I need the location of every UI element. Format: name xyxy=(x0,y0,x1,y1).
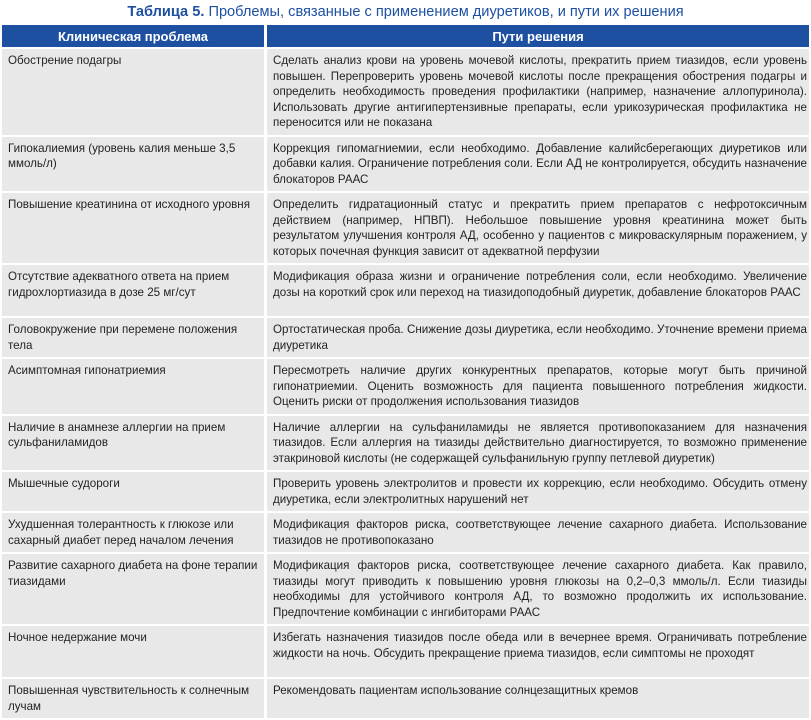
table-row xyxy=(2,513,809,554)
table-row xyxy=(2,472,809,513)
solution-cell: Модификация факторов риска, соответствующее лечение сахарного диабета. Использование тиазидов не противопоказано xyxy=(267,513,809,554)
table-caption xyxy=(0,3,811,21)
solution-cell: Модификация факторов риска, соответствующее лечение сахарного диабета. Как правило, тиазиды могут приводить к повышению уровня глюкозы на 0,2–0,3 ммоль/л. Если тиазиды необходимы для устойчивого контроля АД, то возможно продолжить их использование. Предпочтение комбинации с ингибиторами РААС xyxy=(267,554,809,626)
problem-cell: Отсутствие адекватного ответа на прием гидрохлортиазида в дозе 25 мг/сут xyxy=(2,265,267,318)
table-row xyxy=(2,49,809,137)
solution-cell: Модификация образа жизни и ограничение потребления соли, если необходимо. Увеличение дозы на короткий срок или переход на тиазидоподобный диуретик, добавление блокаторов РААС xyxy=(267,265,809,318)
problem-cell: Ухудшенная толерантность к глюкозе или сахарный диабет перед началом лечения xyxy=(2,513,267,554)
problem-cell: Головокружение при перемене положения тела xyxy=(2,318,267,359)
solution-cell: Ортостатическая проба. Снижение дозы диуретика, если необходимо. Уточнение времени приема диуретика xyxy=(267,318,809,359)
problem-cell: Мышечные судороги xyxy=(2,472,267,513)
header-clinical-problem: Клиническая проблема xyxy=(2,25,267,49)
table-row xyxy=(2,554,809,626)
problem-cell: Гипокалиемия (уровень калия меньше 3,5 ммоль/л) xyxy=(2,137,267,194)
solution-cell: Рекомендовать пациентам использование солнцезащитных кремов xyxy=(267,679,809,720)
problem-cell: Развитие сахарного диабета на фоне терапии тиазидами xyxy=(2,554,267,626)
table-row xyxy=(2,318,809,359)
problem-cell: Повышенная чувствительность к солнечным лучам xyxy=(2,679,267,720)
table-caption-text: Проблемы, связанные с применением диуретиков, и пути их решения xyxy=(208,4,684,20)
problem-cell: Ночное недержание мочи xyxy=(2,626,267,679)
table-row xyxy=(2,359,809,416)
solution-cell: Избегать назначения тиазидов после обеда или в вечернее время. Ограничивать потребление жидкости на ночь. Обсудить прекращение приема тиазидов, если симптомы не проходят xyxy=(267,626,809,679)
solution-cell: Пересмотреть наличие других конкурентных препаратов, которые могут быть причиной гипонатриемии. Оценить возможность для пациента повышенного потребления жидкости. Оценить риски от продолжения использования тиазидов xyxy=(267,359,809,416)
table-row xyxy=(2,137,809,194)
solution-cell: Коррекция гипомагниемии, если необходимо. Добавление калийсберегающих диуретиков или добавки калия. Ограничение потребления соли. Если АД не контролируется, обсудить назначение блокаторов РААС xyxy=(267,137,809,194)
table-row xyxy=(2,626,809,679)
table-row xyxy=(2,193,809,265)
diuretics-problems-table xyxy=(2,25,809,720)
table-row xyxy=(2,679,809,720)
header-solutions: Пути решения xyxy=(267,25,809,49)
table-row xyxy=(2,416,809,473)
solution-cell: Сделать анализ крови на уровень мочевой кислоты, прекратить прием тиазидов, если уровень повышен. Перепроверить уровень мочевой кислоты после прекращения обострения подагры и определить необходимость проведения профилактики (например, назначение аллопуринола). Использовать другие антигипертензивные препараты, если урикозурическая профилактика не переносится или не показана xyxy=(267,49,809,137)
solution-cell: Проверить уровень электролитов и провести их коррекцию, если необходимо. Обсудить отмену диуретика, если электролитных нарушений нет xyxy=(267,472,809,513)
table-caption-label: Таблица 5. xyxy=(127,4,205,20)
table-row xyxy=(2,265,809,318)
table-header-row xyxy=(2,25,809,49)
problem-cell: Наличие в анамнезе аллергии на прием сульфаниламидов xyxy=(2,416,267,473)
solution-cell: Наличие аллергии на сульфаниламиды не является противопоказанием для назначения тиазидов. Если аллергия на тиазиды действительно диагностируется, то возможно применение этакриновой кислоты (не содержащей сульфанильную группу петлевой диуретик) xyxy=(267,416,809,473)
problem-cell: Асимптомная гипонатриемия xyxy=(2,359,267,416)
solution-cell: Определить гидратационный статус и прекратить прием препаратов с нефротоксичным действием (например, НПВП). Небольшое повышение уровня креатинина может быть результатом улучшения контроля АД, особенно у пациентов с микроваскулярным поражением, у которых почечная функция зависит от адекватной перфузии xyxy=(267,193,809,265)
problem-cell: Обострение подагры xyxy=(2,49,267,137)
problem-cell: Повышение креатинина от исходного уровня xyxy=(2,193,267,265)
